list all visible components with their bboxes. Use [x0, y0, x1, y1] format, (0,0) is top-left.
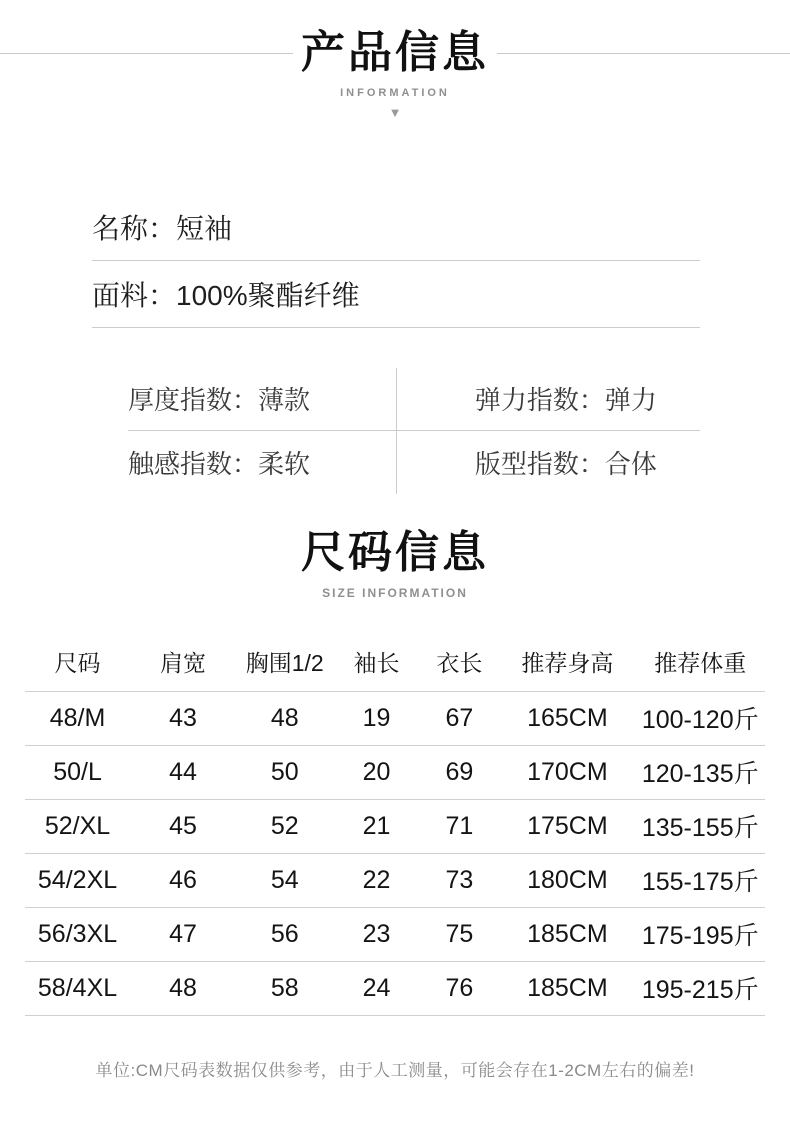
- table-cell: 100-120斤: [635, 691, 765, 745]
- table-row: [25, 907, 765, 961]
- table-cell: 21: [334, 799, 420, 853]
- table-row: [25, 853, 765, 907]
- table-cell: 43: [130, 691, 236, 745]
- table-cell: 58/4XL: [25, 961, 130, 1015]
- page-subtitle: INFORMATION: [340, 86, 450, 99]
- attribute-value: 短袖: [176, 212, 233, 244]
- table-cell: 46: [130, 853, 236, 907]
- table-cell: 48: [130, 961, 236, 1015]
- table-cell: 135-155斤: [635, 799, 765, 853]
- table-cell: 52: [236, 799, 334, 853]
- table-cell: 71: [419, 799, 499, 853]
- product-info-title-row: [0, 28, 790, 79]
- size-table-body: [25, 691, 765, 1015]
- size-table-header-cell: 推荐身高: [499, 632, 635, 691]
- index-cell-touch: [128, 431, 397, 494]
- table-cell: 69: [419, 745, 499, 799]
- size-table-header-cell: 推荐体重: [635, 632, 765, 691]
- size-table-header-cell: 胸围1/2: [236, 632, 334, 691]
- size-note: 单位:CM尺码表数据仅供参考，由于人工测量，可能会存在1-2CM左右的偏差!: [95, 1060, 695, 1080]
- table-cell: 56/3XL: [25, 907, 130, 961]
- size-title: 尺码信息: [301, 527, 489, 577]
- table-cell: 175-195斤: [635, 907, 765, 961]
- index-value: 合体: [604, 448, 657, 479]
- attribute-row-name: [92, 194, 700, 261]
- size-table-header-cell: 袖长: [334, 632, 420, 691]
- table-cell: 19: [334, 691, 420, 745]
- table-cell: 73: [419, 853, 499, 907]
- attribute-row-fabric: [92, 261, 700, 328]
- table-cell: 175CM: [499, 799, 635, 853]
- table-cell: 54: [236, 853, 334, 907]
- table-cell: 47: [130, 907, 236, 961]
- product-info-header: [0, 28, 790, 119]
- table-cell: 185CM: [499, 961, 635, 1015]
- table-row: [25, 799, 765, 853]
- table-cell: 20: [334, 745, 420, 799]
- table-cell: 155-175斤: [635, 853, 765, 907]
- table-cell: 54/2XL: [25, 853, 130, 907]
- table-cell: 56: [236, 907, 334, 961]
- table-cell: 22: [334, 853, 420, 907]
- table-cell: 48/M: [25, 691, 130, 745]
- table-cell: 50: [236, 745, 334, 799]
- product-info-page: [0, 28, 790, 1081]
- table-cell: 180CM: [499, 853, 635, 907]
- table-cell: 45: [130, 799, 236, 853]
- size-table-header-row: [25, 632, 765, 691]
- table-cell: 185CM: [499, 907, 635, 961]
- table-cell: 50/L: [25, 745, 130, 799]
- index-value: 薄款: [258, 385, 311, 416]
- chevron-down-icon: ▼: [388, 104, 402, 120]
- title-flank-line-right: [497, 53, 790, 54]
- size-table: [25, 632, 765, 1016]
- table-cell: 195-215斤: [635, 961, 765, 1015]
- attribute-label: 名称：: [92, 212, 177, 244]
- table-cell: 76: [419, 961, 499, 1015]
- table-cell: 48: [236, 691, 334, 745]
- index-cell-fit: [397, 431, 700, 494]
- table-cell: 23: [334, 907, 420, 961]
- table-cell: 67: [419, 691, 499, 745]
- table-row: [25, 745, 765, 799]
- table-cell: 24: [334, 961, 420, 1015]
- product-attributes: [92, 194, 700, 328]
- index-label: 版型指数：: [474, 448, 605, 479]
- table-row: [25, 961, 765, 1015]
- table-cell: 75: [419, 907, 499, 961]
- attribute-value: 100%聚酯纤维: [176, 279, 360, 311]
- index-label: 触感指数：: [128, 448, 259, 479]
- attribute-label: 面料：: [92, 279, 177, 311]
- title-flank-line-left: [0, 53, 293, 54]
- index-cell-thickness: [128, 368, 397, 431]
- table-cell: 44: [130, 745, 236, 799]
- table-cell: 52/XL: [25, 799, 130, 853]
- index-value: 弹力: [604, 385, 657, 416]
- size-subtitle: SIZE INFORMATION: [322, 586, 468, 601]
- index-cell-elasticity: [397, 368, 700, 431]
- index-value: 柔软: [258, 448, 311, 479]
- page-title: 产品信息: [301, 28, 489, 77]
- table-row: [25, 691, 765, 745]
- table-cell: 170CM: [499, 745, 635, 799]
- table-cell: 165CM: [499, 691, 635, 745]
- table-cell: 58: [236, 961, 334, 1015]
- size-info-header: [0, 528, 790, 601]
- index-label: 弹力指数：: [474, 385, 605, 416]
- size-table-header-cell: 衣长: [419, 632, 499, 691]
- size-table-header-cell: 肩宽: [130, 632, 236, 691]
- product-index-grid: [128, 368, 700, 494]
- size-table-header-cell: 尺码: [25, 632, 130, 691]
- table-cell: 120-135斤: [635, 745, 765, 799]
- index-label: 厚度指数：: [128, 385, 259, 416]
